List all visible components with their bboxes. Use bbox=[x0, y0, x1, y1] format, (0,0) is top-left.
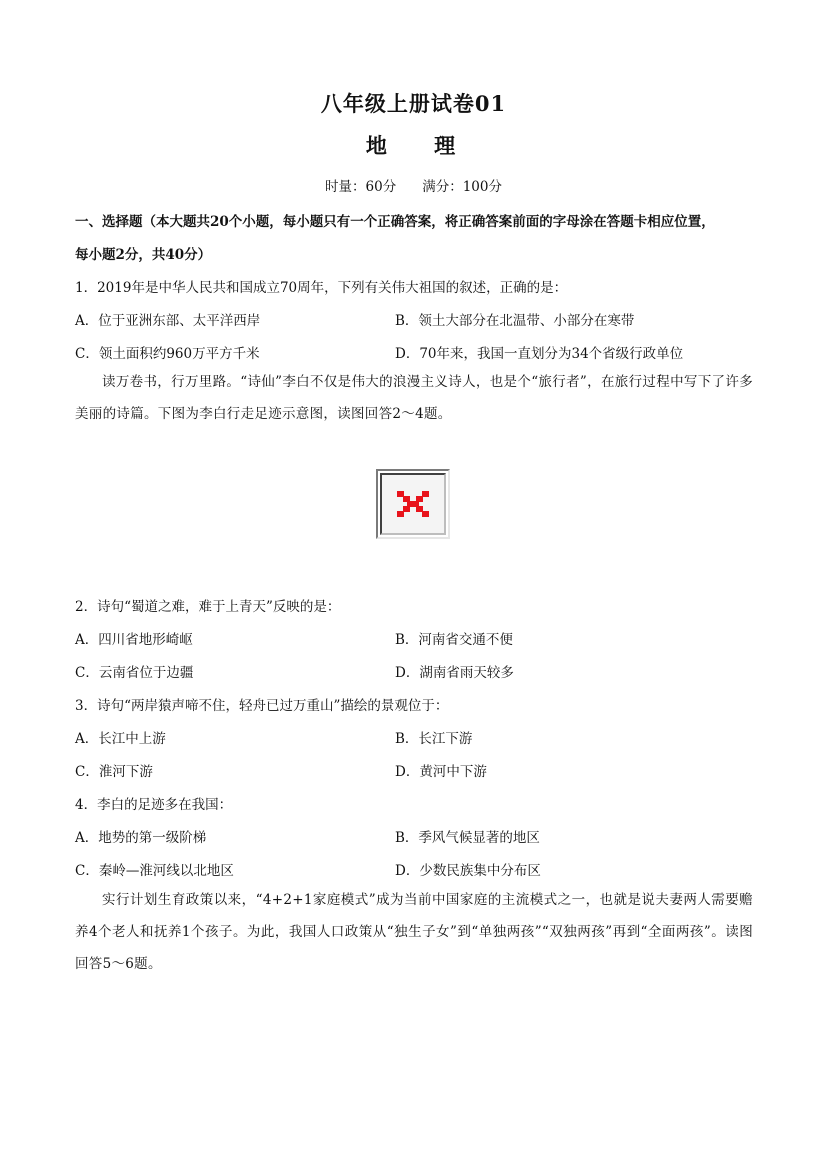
q4-option-b: B．季风气候显著的地区 bbox=[395, 830, 540, 846]
passage-family-model: 实行计划生育政策以来，“4+2+1家庭模式”成为当前中国家庭的主流模式之一，也就是说夫妻两人需要赡养4个老人和抚养1个孩子。为此，我国人口政策从“独生子女”到“单独两孩”“双独两孩”再到“全面两孩”。读图回答5～6题。 bbox=[75, 892, 753, 972]
exam-subject: 地 理 bbox=[365, 133, 476, 158]
q1-stem: 1．2019年是中华人民共和国成立70周年，下列有关伟大祖国的叙述，正确的是： bbox=[75, 280, 568, 296]
q1-option-d: D．70年来，我国一直划分为34个省级行政单位 bbox=[395, 346, 684, 362]
q4-option-a: A．地势的第一级阶梯 bbox=[75, 830, 207, 846]
q1-option-a: A．位于亚洲东部、太平洋西岸 bbox=[75, 313, 261, 329]
broken-image-icon bbox=[393, 489, 433, 519]
q4-stem: 4．李白的足迹多在我国： bbox=[75, 797, 233, 813]
exam-meta bbox=[0, 175, 827, 195]
q2-option-c: C．云南省位于边疆 bbox=[75, 665, 194, 681]
exam-title: 八年级上册试卷01 bbox=[320, 91, 507, 116]
exam-time: 时量：60分 bbox=[325, 179, 397, 195]
q2-option-a: A．四川省地形崎岖 bbox=[75, 632, 193, 648]
q3-option-d: D．黄河中下游 bbox=[395, 764, 487, 780]
q4-option-c: C．秦岭—淮河线以北地区 bbox=[75, 863, 234, 879]
q2-option-b: B．河南省交通不便 bbox=[395, 632, 513, 648]
q3-stem: 3．诗句“两岸猿声啼不住，轻舟已过万重山”描绘的景观位于： bbox=[75, 698, 449, 714]
exam-score: 满分：100分 bbox=[422, 179, 502, 195]
section-heading-line2: 每小题2分，共40分） bbox=[75, 247, 212, 263]
q1-option-b: B．领土大部分在北温带、小部分在寒带 bbox=[395, 313, 635, 329]
q1-option-c: C．领土面积约960万平方千米 bbox=[75, 346, 260, 362]
figure-placeholder bbox=[376, 469, 450, 539]
section-heading-line1: 一、选择题（本大题共20个小题，每小题只有一个正确答案，将正确答案前面的字母涂在答题卡相应位置， bbox=[75, 214, 715, 230]
passage-li-bai: 读万卷书，行万里路。“诗仙”李白不仅是伟大的浪漫主义诗人，也是个“旅行者”，在旅行过程中写下了许多美丽的诗篇。下图为李白行走足迹示意图，读图回答2～4题。 bbox=[75, 374, 753, 422]
q3-option-b: B．长江下游 bbox=[395, 731, 473, 747]
q4-option-d: D．少数民族集中分布区 bbox=[395, 863, 541, 879]
q3-option-a: A．长江中上游 bbox=[75, 731, 166, 747]
q2-stem: 2．诗句“蜀道之难，难于上青天”反映的是： bbox=[75, 599, 341, 615]
q2-option-d: D．湖南省雨天较多 bbox=[395, 665, 514, 681]
q3-option-c: C．淮河下游 bbox=[75, 764, 153, 780]
